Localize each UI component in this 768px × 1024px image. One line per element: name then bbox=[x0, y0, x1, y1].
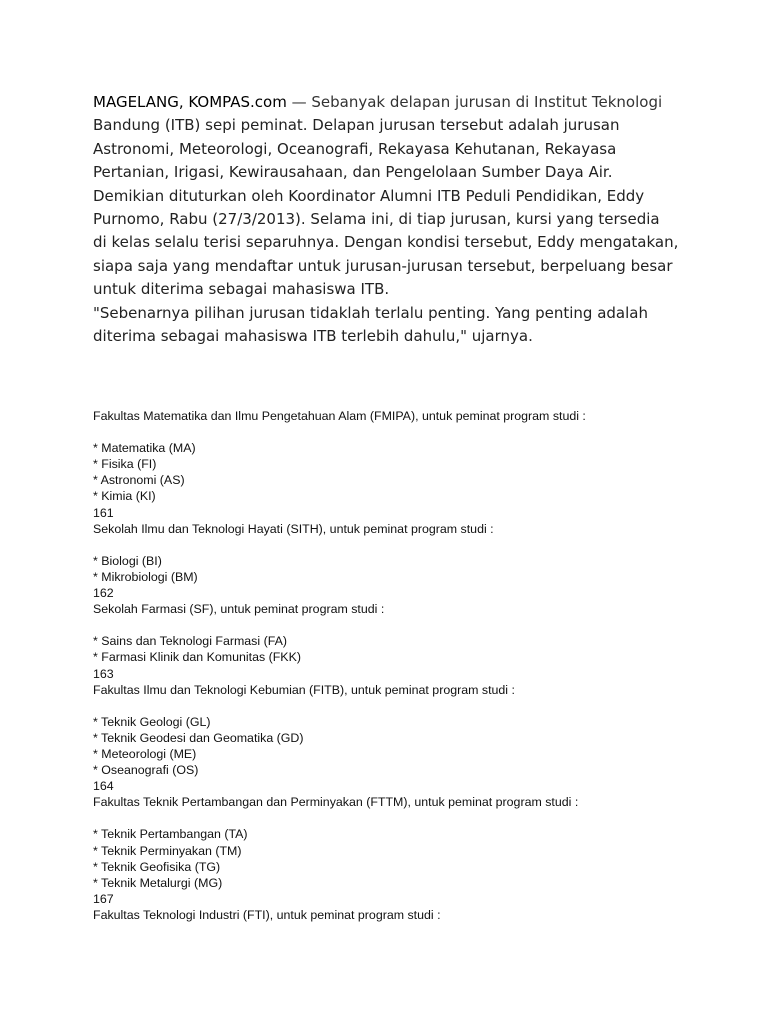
faculty-heading: Sekolah Ilmu dan Teknologi Hayati (SITH), untuk peminat program studi : bbox=[93, 521, 494, 536]
faculty-heading: Fakultas Ilmu dan Teknologi Kebumian (FITB), untuk peminat program studi : bbox=[93, 682, 515, 697]
article-dash: — bbox=[286, 93, 312, 111]
article-text: di kelas selalu terisi separuhnya. Dengan kondisi tersebut, Eddy mengatakan, bbox=[93, 233, 679, 252]
program-item: * Teknik Pertambangan (TA) bbox=[93, 827, 248, 842]
program-item: * Teknik Geologi (GL) bbox=[93, 714, 211, 729]
blank-line bbox=[93, 617, 713, 633]
blank-line bbox=[93, 537, 713, 553]
faculty-code: 163 bbox=[93, 666, 114, 681]
article-quote: "Sebenarnya pilihan jurusan tidaklah terlalu penting. Yang penting adalah bbox=[93, 303, 648, 322]
article-text: Bandung (ITB) sepi peminat. Delapan jurusan tersebut adalah jurusan bbox=[93, 116, 620, 135]
blank-line bbox=[93, 698, 713, 714]
program-item: * Sains dan Teknologi Farmasi (FA) bbox=[93, 634, 287, 649]
faculty-code: 164 bbox=[93, 779, 114, 794]
article-text: Sebanyak delapan jurusan di Institut Teknologi bbox=[311, 93, 663, 111]
blank-line bbox=[93, 810, 713, 826]
article-text: Pertanian, Irigasi, Kewirausahaan, dan Pengelolaan Sumber Daya Air. bbox=[93, 163, 613, 182]
faculty-code: 162 bbox=[93, 586, 114, 601]
faculty-code: 161 bbox=[93, 505, 114, 520]
program-listing bbox=[93, 408, 713, 923]
faculty-heading: Fakultas Teknologi Industri (FTI), untuk peminat program studi : bbox=[93, 907, 441, 922]
article-line-1 bbox=[93, 91, 693, 114]
program-item: * Biologi (BI) bbox=[93, 553, 162, 568]
program-item: * Kimia (KI) bbox=[93, 489, 156, 504]
article-text: untuk diterima sebagai mahasiswa ITB. bbox=[93, 280, 390, 299]
blank-line bbox=[93, 424, 713, 440]
program-item: * Fisika (FI) bbox=[93, 457, 157, 472]
program-item: * Teknik Geofisika (TG) bbox=[93, 859, 221, 874]
faculty-code: 167 bbox=[93, 891, 114, 906]
program-item: * Teknik Perminyakan (TM) bbox=[93, 843, 242, 858]
faculty-heading: Sekolah Farmasi (SF), untuk peminat program studi : bbox=[93, 602, 385, 617]
program-item: * Astronomi (AS) bbox=[93, 473, 185, 488]
article-dateline: MAGELANG, KOMPAS.com bbox=[93, 93, 287, 111]
program-item: * Meteorologi (ME) bbox=[93, 746, 197, 761]
article-text: siapa saja yang mendaftar untuk jurusan-jurusan tersebut, berpeluang besar bbox=[93, 256, 673, 275]
program-item: * Teknik Metalurgi (MG) bbox=[93, 875, 223, 890]
program-item: * Farmasi Klinik dan Komunitas (FKK) bbox=[93, 650, 301, 665]
program-item: * Mikrobiologi (BM) bbox=[93, 569, 198, 584]
program-item: * Teknik Geodesi dan Geomatika (GD) bbox=[93, 730, 304, 745]
program-item: * Matematika (MA) bbox=[93, 441, 196, 456]
faculty-heading: Fakultas Matematika dan Ilmu Pengetahuan Alam (FMIPA), untuk peminat program studi : bbox=[93, 409, 586, 423]
article-text: Astronomi, Meteorologi, Oceanografi, Rekayasa Kehutanan, Rekayasa bbox=[93, 139, 617, 158]
article-text: Demikian dituturkan oleh Koordinator Alumni ITB Peduli Pendidikan, Eddy bbox=[93, 186, 645, 205]
news-article bbox=[93, 91, 693, 348]
article-text: Purnomo, Rabu (27/3/2013). Selama ini, di tiap jurusan, kursi yang tersedia bbox=[93, 210, 660, 229]
article-quote: diterima sebagai mahasiswa ITB terlebih dahulu," ujarnya. bbox=[93, 327, 533, 346]
faculty-heading: Fakultas Teknik Pertambangan dan Perminyakan (FTTM), untuk peminat program studi : bbox=[93, 795, 579, 810]
program-item: * Oseanografi (OS) bbox=[93, 763, 199, 778]
